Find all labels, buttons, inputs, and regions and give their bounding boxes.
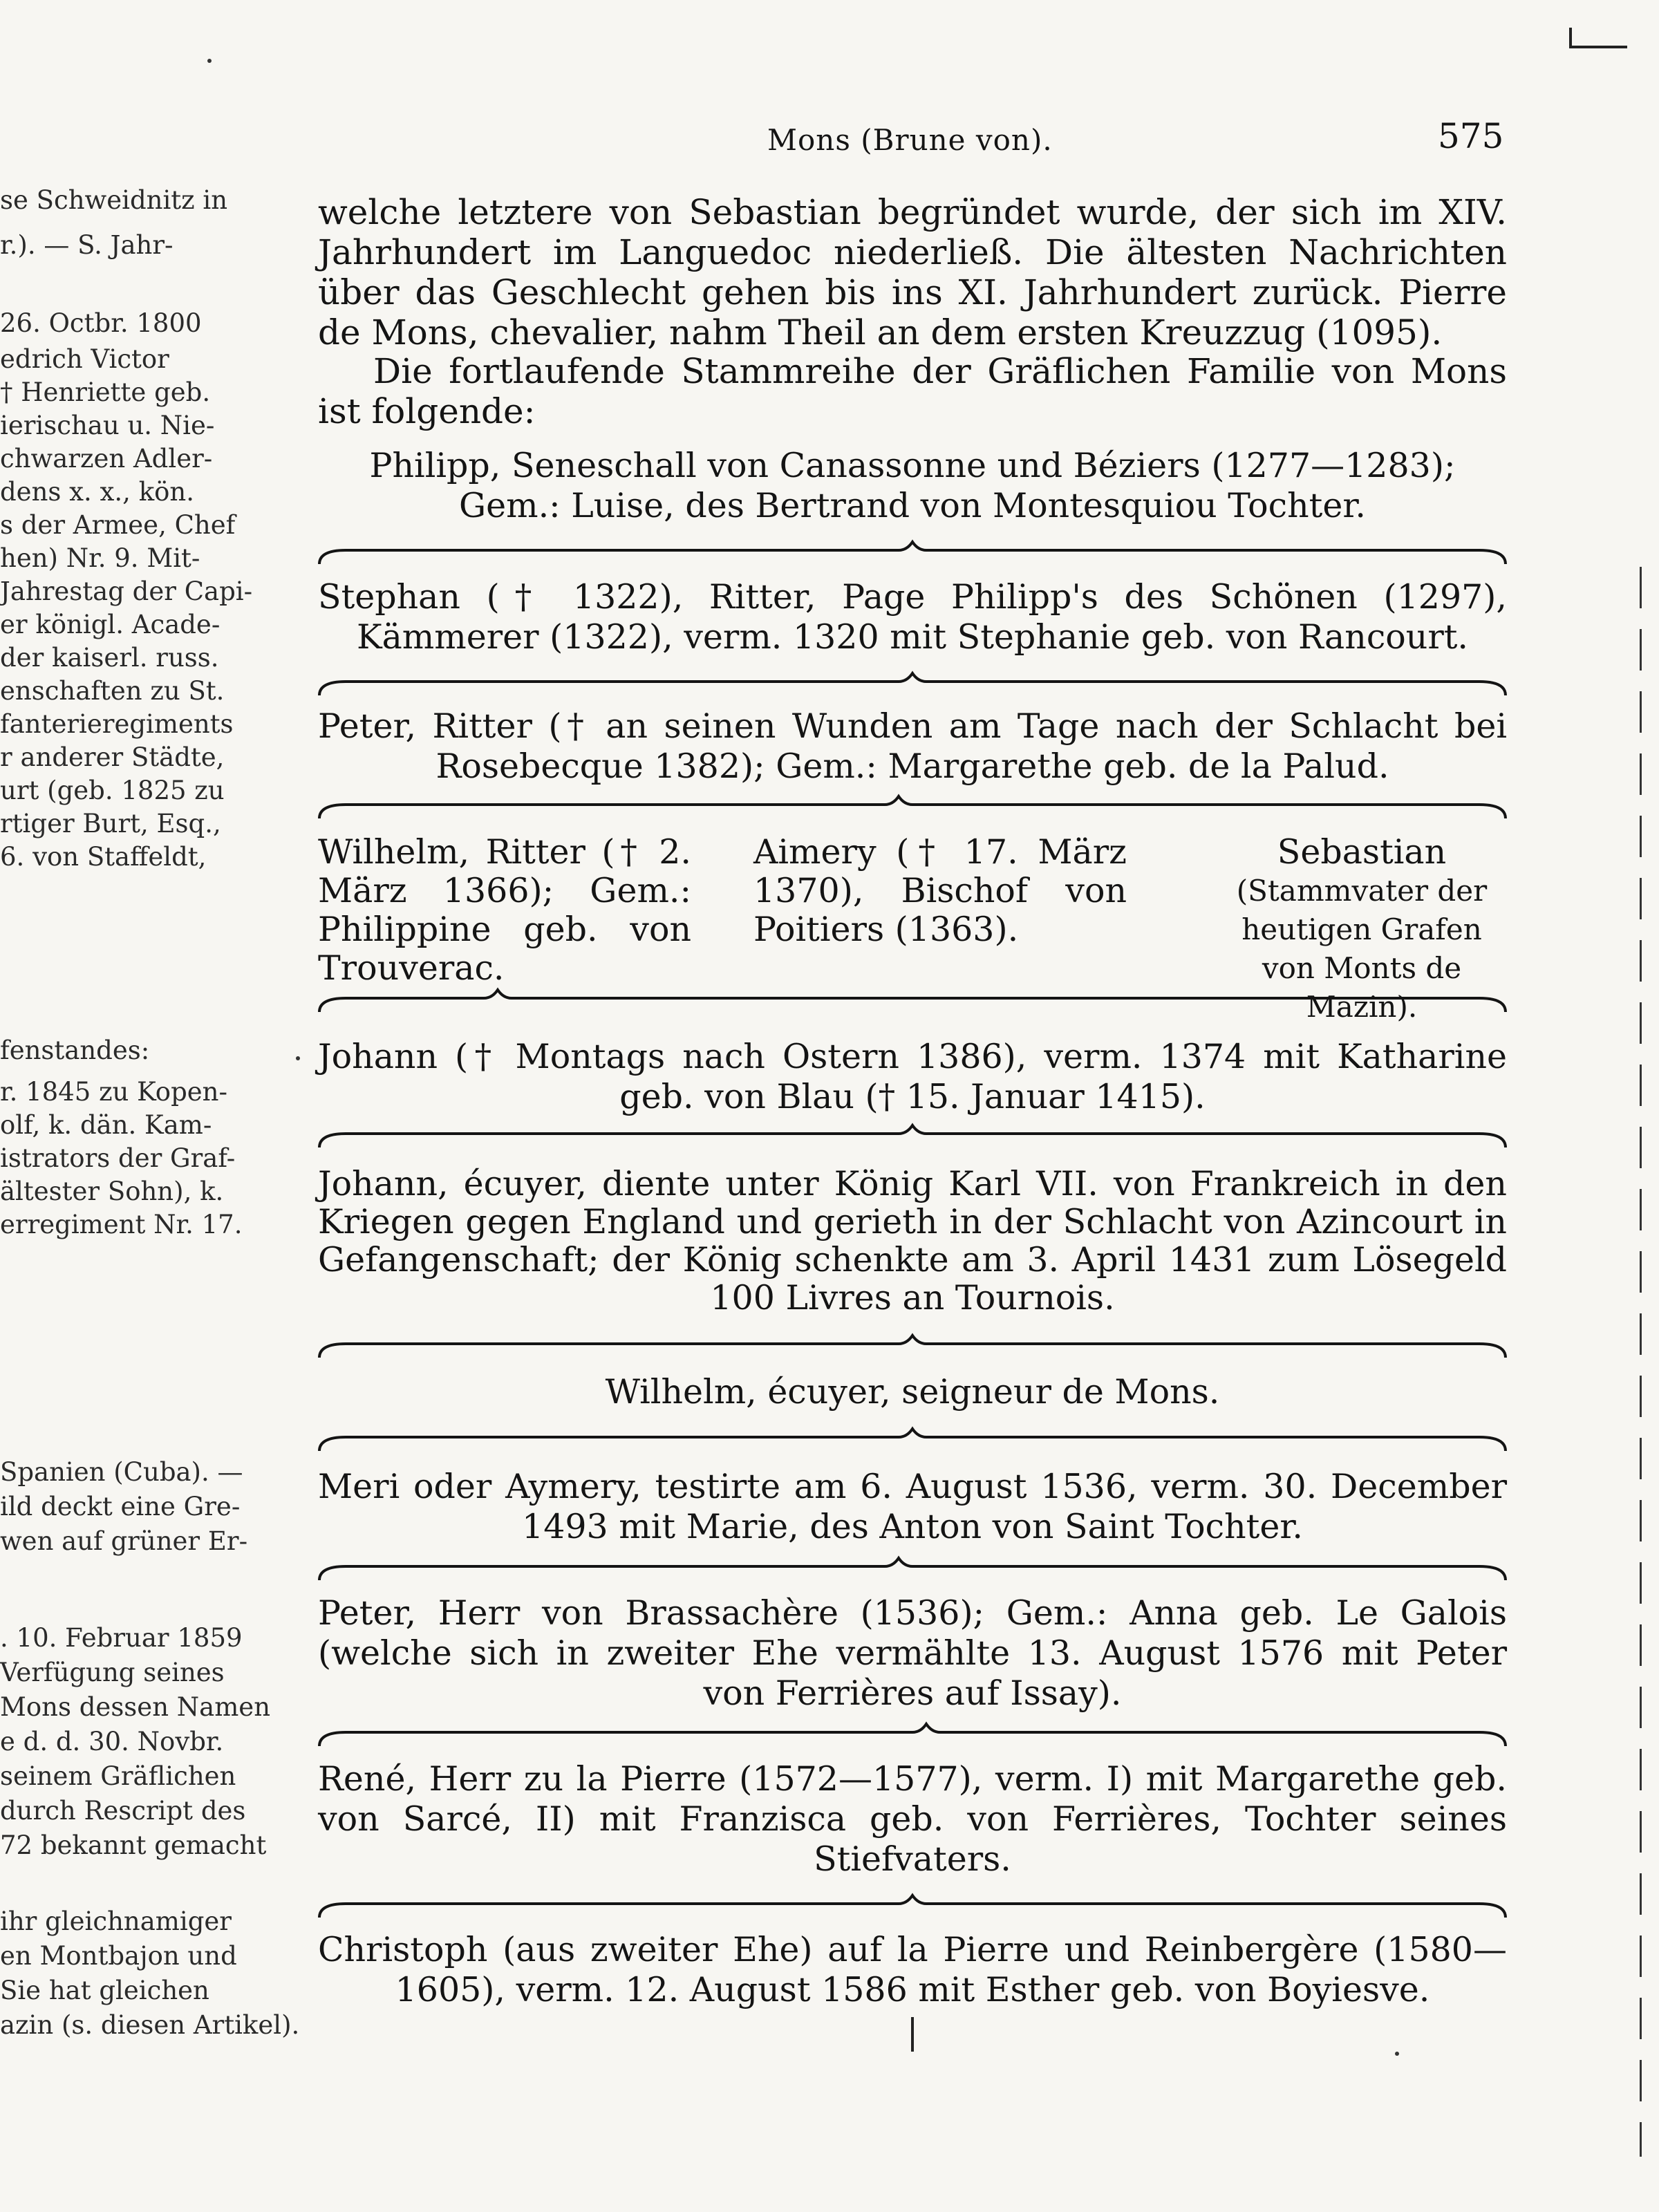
page-corner-mark [1569,28,1627,48]
speck [1395,2052,1399,2056]
bleed-line: s der Armee, Chef [0,510,236,540]
bleed-line: Mons dessen Namen [0,1692,271,1722]
lineage-brace [318,795,1507,820]
bleed-line: erregiment Nr. 17. [0,1210,243,1239]
bleed-line: istrators der Graf- [0,1143,236,1173]
continuation-mark [911,2017,914,2052]
facing-page-bleed [0,0,300,2212]
bleed-line: Verfügung seines [0,1658,225,1687]
speck [207,59,212,63]
generation-4-wilhelm: Wilhelm, Ritter († 2. März 1366); Gem.: Philippine geb. von Trouverac. [318,832,691,988]
bleed-line: r. 1845 zu Kopen- [0,1077,227,1107]
bleed-line: der kaiserl. russ. [0,643,219,673]
bleed-line: olf, k. dän. Kam- [0,1110,212,1140]
bleed-line: ierischau u. Nie- [0,411,215,440]
generation-9-peter: Peter, Herr von Brassachère (1536); Gem.: Anna geb. Le Galois (welche sich in zweiter Ehe vermählte 13. August 1576 mit Peter von Ferrières auf Issay). [318,1593,1507,1713]
lineage-brace [318,541,1507,565]
bleed-line: ältester Sohn), k. [0,1177,224,1206]
bleed-line: durch Rescript des [0,1796,246,1826]
lineage-brace [318,1723,1507,1747]
bleed-line: 6. von Staffeldt, [0,842,207,872]
bleed-line: e d. d. 30. Novbr. [0,1727,224,1756]
lineage-intro: Die fortlaufende Stammreihe der Gräflichen Familie von Mons ist folgende: [318,351,1507,431]
generation-8-meri: Meri oder Aymery, testirte am 6. August 1536, verm. 30. December 1493 mit Marie, des Anton von Saint Tochter. [318,1467,1507,1546]
page-number: 575 [1438,116,1504,156]
generation-3-peter: Peter, Ritter († an seinen Wunden am Tage nach der Schlacht bei Rosebecque 1382); Gem.: Margarethe geb. de la Palud. [318,706,1507,786]
generation-4-aimery: Aimery († 17. März 1370), Bischof von Poitiers (1363). [753,832,1127,949]
generation-6-johann-ecuyer: Johann, écuyer, diente unter König Karl VII. von Frankreich in den Kriegen gegen England und gerieth in der Schlacht von Azincourt in Gefangenschaft; der König schenkte am 3. April 1431 zum Lösegeld 100 Livres an Tournois. [318,1164,1507,1318]
bleed-line: seinem Gräflichen [0,1761,236,1791]
lineage-brace [318,1334,1507,1359]
bleed-line: rtiger Burt, Esq., [0,809,221,838]
lineage-brace [318,672,1507,697]
bleed-line: 72 bekannt gemacht [0,1830,267,1860]
bleed-line: 26. Octbr. 1800 [0,308,202,338]
bleed-line: hen) Nr. 9. Mit- [0,543,200,573]
bleed-line: r anderer Städte, [0,742,225,772]
bleed-line: enschaften zu St. [0,676,225,706]
bleed-line: er königl. Acade- [0,610,221,639]
bleed-line: Spanien (Cuba). — [0,1457,243,1487]
speck [296,1056,300,1060]
bleed-line: en Montbajon und [0,1941,237,1971]
generation-2-stephan: Stephan († 1322), Ritter, Page Philipp's des Schönen (1297), Kämmerer (1322), verm. 1320 mit Stephanie geb. von Rancourt. [318,577,1507,657]
lineage-brace [318,1557,1507,1582]
bleed-line: urt (geb. 1825 zu [0,776,225,805]
sebastian-name: Sebastian [1277,832,1447,872]
lineage-brace [318,1427,1507,1452]
generation-10-rene: René, Herr zu la Pierre (1572—1577), verm. I) mit Margarethe geb. von Sarcé, II) mit Franzisca geb. von Ferrières, Tochter seines Stiefvaters. [318,1759,1507,1879]
bleed-line: † Henriette geb. [0,377,211,407]
sebastian-note: (Stammvater der heutigen Grafen von Monts de Mazin). [1236,874,1488,1024]
bleed-line: . 10. Februar 1859 [0,1623,243,1653]
bleed-line: fenstandes: [0,1035,150,1065]
bleed-line: chwarzen Adler- [0,444,213,474]
lineage-brace [318,1894,1507,1919]
running-head: Mons (Brune von). [767,123,1053,157]
lineage-brace [318,988,1507,1013]
generation-1-philipp: Philipp, Seneschall von Canassonne und Béziers (1277—1283); Gem.: Luise, des Bertrand von Montesquiou Tochter. [369,446,1456,525]
bleed-line: Sie hat gleichen [0,1976,209,2005]
generation-7-wilhelm: Wilhelm, écuyer, seigneur de Mons. [605,1372,1220,1412]
bleed-line: fanterieregiments [0,709,234,739]
bleed-line: Jahrestag der Capi- [0,577,253,606]
bleed-line: r.). — S. Jahr- [0,230,174,260]
generation-5-johann: Johann († Montags nach Ostern 1386), verm. 1374 mit Katharine geb. von Blau († 15. Januar 1415). [318,1037,1507,1116]
generation-11-christoph: Christoph (aus zweiter Ehe) auf la Pierre und Reinbergère (1580—1605), verm. 12. August 1586 mit Esther geb. von Boyiesve. [318,1930,1507,2009]
bleed-line: edrich Victor [0,344,169,374]
bleed-line: dens x. x., kön. [0,477,194,507]
bleed-line: se Schweidnitz in [0,185,228,215]
bleed-line: azin (s. diesen Artikel). [0,2010,300,2040]
page-edge-rule [1640,567,1642,2157]
bleed-line: ild deckt eine Gre- [0,1492,241,1521]
intro-paragraph: welche letztere von Sebastian begründet wurde, der sich im XIV. Jahrhundert im Languedoc niederließ. Die ältesten Nachrichten über das Geschlecht gehen bis ins XI. Jahrhundert zurück. Pierre de Mons, chevalier, nahm Theil an dem ersten Kreuzzug (1095). [318,192,1507,353]
bleed-line: wen auf grüner Er- [0,1526,248,1556]
bleed-line: ihr gleichnamiger [0,1906,232,1936]
lineage-brace [318,1124,1507,1149]
